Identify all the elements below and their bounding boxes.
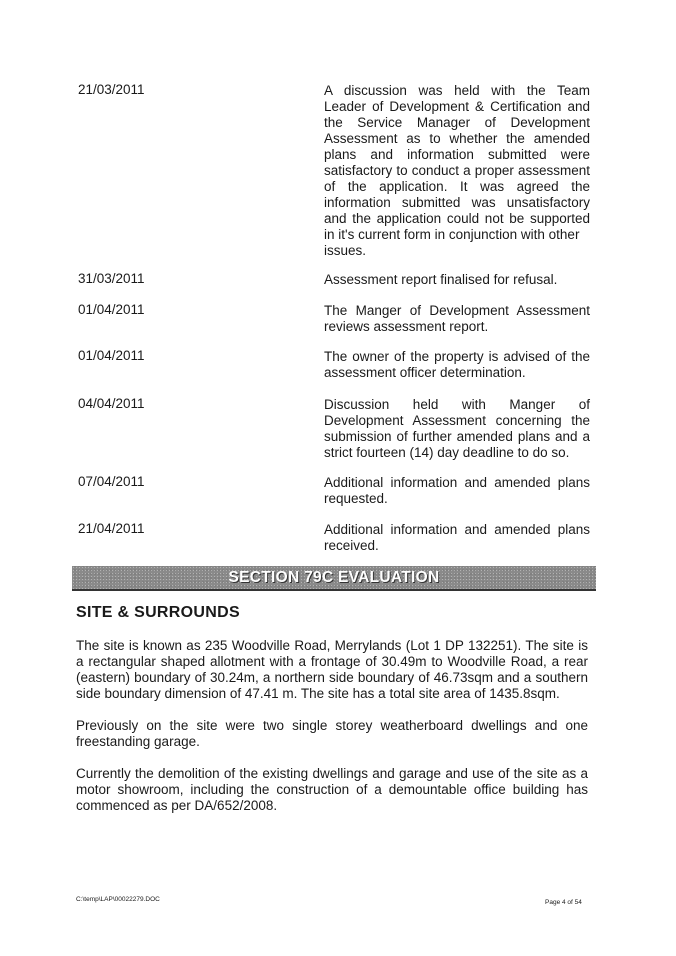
site-paragraph (76, 718, 588, 750)
description-line: A discussion was held with the Team (324, 83, 590, 98)
entry-date: 07/04/2011 (78, 474, 145, 489)
description-line: received. (324, 538, 379, 553)
description-line: submission of further amended plans and a (324, 429, 590, 444)
paragraph-line: a rectangular shaped allotment with a frontage of 30.49m to Woodville Road, a rear (76, 654, 588, 669)
section-header-bar (72, 566, 596, 591)
description-line: Assessment as to whether the amended (324, 131, 590, 146)
description-line: in it's current form in conjunction with other (324, 227, 580, 242)
paragraph-line: motor showroom, including the construction of a demountable office building has (76, 782, 588, 797)
paragraph-line: Previously on the site were two single storey weatherboard dwellings and one (76, 718, 588, 733)
footer-file-path: C:\temp\LAP\00022279.DOC (76, 896, 160, 903)
paragraph-line: commenced as per DA/652/2008. (76, 798, 278, 813)
section-title: SECTION 79C EVALUATION (228, 569, 440, 586)
entry-description (324, 303, 590, 335)
entry-description (324, 397, 590, 461)
footer-page-number: Page 4 of 54 (545, 899, 582, 906)
description-line: reviews assessment report. (324, 319, 489, 334)
description-line: of the application. It was agreed the (324, 179, 590, 194)
paragraph-line: (eastern) boundary of 30.24m, a northern side boundary of 46.73sqm and a southern (76, 670, 588, 685)
entry-date: 21/04/2011 (78, 521, 145, 536)
description-line: plans and information submitted were (324, 147, 590, 162)
description-line: and the application could not be supported (324, 211, 590, 226)
entry-description (324, 475, 590, 507)
description-line: satisfactory to conduct a proper assessment (324, 163, 590, 178)
description-line: Additional information and amended plans (324, 522, 590, 537)
paragraph-line: The site is known as 235 Woodville Road, Merrylands (Lot 1 DP 132251). The site is (76, 638, 588, 653)
description-line: issues. (324, 243, 367, 258)
description-line: Assessment report finalised for refusal. (324, 272, 558, 287)
entry-date: 21/03/2011 (78, 82, 145, 97)
entry-date: 01/04/2011 (78, 302, 145, 317)
description-line: strict fourteen (14) day deadline to do so. (324, 445, 570, 460)
description-line: The owner of the property is advised of the (324, 349, 590, 364)
entry-date: 01/04/2011 (78, 348, 145, 363)
paragraph-line: Currently the demolition of the existing dwellings and garage and use of the site as a (76, 766, 588, 781)
entry-description (324, 349, 590, 381)
description-line: The Manger of Development Assessment (324, 303, 590, 318)
site-paragraph (76, 766, 588, 814)
entry-description (324, 272, 590, 288)
description-line: Development Assessment concerning the (324, 413, 590, 428)
entry-description (324, 522, 590, 554)
entry-description (324, 83, 590, 259)
paragraph-line: side boundary dimension of 47.41 m. The site has a total site area of 1435.8sqm. (76, 686, 560, 701)
site-paragraph (76, 638, 588, 702)
description-line: the Service Manager of Development (324, 115, 590, 130)
entry-date: 31/03/2011 (78, 271, 145, 286)
description-line: requested. (324, 491, 388, 506)
description-line: assessment officer determination. (324, 365, 526, 380)
description-line: Discussion held with Manger of (324, 397, 590, 412)
entry-date: 04/04/2011 (78, 396, 145, 411)
description-line: Additional information and amended plans (324, 475, 590, 490)
paragraph-line: freestanding garage. (76, 734, 200, 749)
site-heading: SITE & SURROUNDS (76, 604, 240, 621)
description-line: information submitted was unsatisfactory (324, 195, 590, 210)
description-line: Leader of Development & Certification and (324, 99, 590, 114)
